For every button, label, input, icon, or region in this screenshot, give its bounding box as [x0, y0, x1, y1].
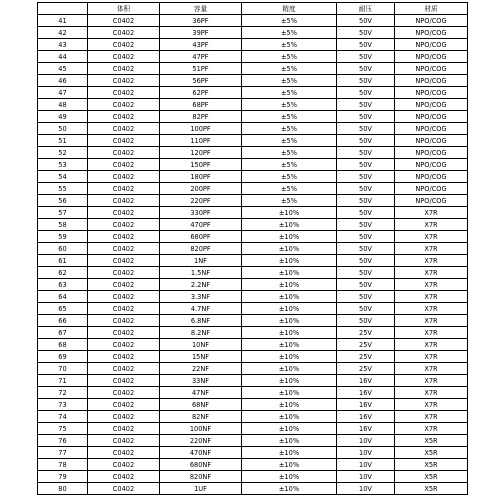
table-row — [38, 447, 468, 459]
cell-tolerance: ±5% — [242, 39, 337, 51]
table-row — [38, 219, 468, 231]
cell-material: NPO/COG — [395, 135, 468, 147]
cell-package: C0402 — [88, 63, 160, 75]
cell-material: X7R — [395, 219, 468, 231]
cell-tolerance: ±10% — [242, 279, 337, 291]
cell-material: X7R — [395, 303, 468, 315]
cell-capacitance: 220NF — [160, 435, 242, 447]
cell-package: C0402 — [88, 147, 160, 159]
cell-capacitance: 470PF — [160, 219, 242, 231]
cell-tolerance: ±10% — [242, 447, 337, 459]
header-index — [38, 3, 88, 15]
cell-package: C0402 — [88, 471, 160, 483]
table-row — [38, 147, 468, 159]
table-row — [38, 171, 468, 183]
cell-index: 68 — [38, 339, 88, 351]
cell-voltage: 10V — [337, 447, 395, 459]
cell-voltage: 50V — [337, 195, 395, 207]
cell-voltage: 50V — [337, 255, 395, 267]
cell-package: C0402 — [88, 183, 160, 195]
cell-tolerance: ±10% — [242, 327, 337, 339]
table-row — [38, 75, 468, 87]
header-package: 体积 — [88, 3, 160, 15]
cell-capacitance: 200PF — [160, 183, 242, 195]
cell-material: X5R — [395, 447, 468, 459]
cell-capacitance: 330PF — [160, 207, 242, 219]
cell-voltage: 50V — [337, 39, 395, 51]
cell-voltage: 16V — [337, 399, 395, 411]
cell-index: 41 — [38, 15, 88, 27]
cell-material: X7R — [395, 243, 468, 255]
cell-index: 65 — [38, 303, 88, 315]
cell-package: C0402 — [88, 279, 160, 291]
cell-voltage: 50V — [337, 135, 395, 147]
cell-index: 76 — [38, 435, 88, 447]
cell-tolerance: ±10% — [242, 423, 337, 435]
cell-material: X5R — [395, 483, 468, 495]
cell-capacitance: 6.8NF — [160, 315, 242, 327]
table-row — [38, 243, 468, 255]
cell-capacitance: 10NF — [160, 339, 242, 351]
cell-tolerance: ±10% — [242, 351, 337, 363]
table-row — [38, 279, 468, 291]
table-row — [38, 51, 468, 63]
cell-capacitance: 15NF — [160, 351, 242, 363]
table-row — [38, 363, 468, 375]
cell-capacitance: 2.2NF — [160, 279, 242, 291]
table-row — [38, 351, 468, 363]
cell-tolerance: ±5% — [242, 171, 337, 183]
cell-package: C0402 — [88, 27, 160, 39]
cell-capacitance: 100NF — [160, 423, 242, 435]
cell-package: C0402 — [88, 243, 160, 255]
cell-tolerance: ±10% — [242, 471, 337, 483]
cell-capacitance: 120PF — [160, 147, 242, 159]
cell-voltage: 50V — [337, 243, 395, 255]
cell-voltage: 50V — [337, 51, 395, 63]
cell-package: C0402 — [88, 135, 160, 147]
cell-capacitance: 39PF — [160, 27, 242, 39]
cell-index: 80 — [38, 483, 88, 495]
cell-voltage: 50V — [337, 231, 395, 243]
cell-material: NPO/COG — [395, 111, 468, 123]
cell-tolerance: ±10% — [242, 207, 337, 219]
cell-capacitance: 82PF — [160, 111, 242, 123]
cell-package: C0402 — [88, 255, 160, 267]
cell-index: 42 — [38, 27, 88, 39]
cell-voltage: 10V — [337, 459, 395, 471]
cell-index: 70 — [38, 363, 88, 375]
cell-material: NPO/COG — [395, 27, 468, 39]
cell-index: 48 — [38, 99, 88, 111]
cell-capacitance: 22NF — [160, 363, 242, 375]
cell-index: 55 — [38, 183, 88, 195]
cell-tolerance: ±5% — [242, 63, 337, 75]
cell-index: 67 — [38, 327, 88, 339]
cell-index: 61 — [38, 255, 88, 267]
cell-tolerance: ±5% — [242, 51, 337, 63]
cell-tolerance: ±10% — [242, 387, 337, 399]
cell-material: NPO/COG — [395, 171, 468, 183]
cell-voltage: 50V — [337, 147, 395, 159]
cell-material: NPO/COG — [395, 39, 468, 51]
cell-tolerance: ±10% — [242, 339, 337, 351]
table-row — [38, 255, 468, 267]
cell-capacitance: 820PF — [160, 243, 242, 255]
table-row — [38, 327, 468, 339]
cell-index: 47 — [38, 87, 88, 99]
cell-tolerance: ±10% — [242, 399, 337, 411]
header-row — [38, 3, 468, 15]
cell-index: 78 — [38, 459, 88, 471]
cell-material: NPO/COG — [395, 183, 468, 195]
cell-capacitance: 4.7NF — [160, 303, 242, 315]
cell-tolerance: ±10% — [242, 411, 337, 423]
cell-voltage: 10V — [337, 483, 395, 495]
cell-package: C0402 — [88, 315, 160, 327]
cell-tolerance: ±5% — [242, 195, 337, 207]
cell-package: C0402 — [88, 327, 160, 339]
cell-capacitance: 33NF — [160, 375, 242, 387]
cell-voltage: 50V — [337, 123, 395, 135]
cell-package: C0402 — [88, 351, 160, 363]
cell-package: C0402 — [88, 399, 160, 411]
cell-material: X7R — [395, 339, 468, 351]
cell-index: 58 — [38, 219, 88, 231]
cell-index: 64 — [38, 291, 88, 303]
cell-material: NPO/COG — [395, 87, 468, 99]
cell-voltage: 50V — [337, 87, 395, 99]
table-row — [38, 135, 468, 147]
table-row — [38, 159, 468, 171]
cell-capacitance: 1.5NF — [160, 267, 242, 279]
table-row — [38, 111, 468, 123]
cell-voltage: 25V — [337, 327, 395, 339]
table-row — [38, 459, 468, 471]
cell-tolerance: ±10% — [242, 315, 337, 327]
cell-voltage: 10V — [337, 435, 395, 447]
cell-package: C0402 — [88, 87, 160, 99]
cell-package: C0402 — [88, 375, 160, 387]
table-row — [38, 231, 468, 243]
cell-package: C0402 — [88, 111, 160, 123]
cell-material: X7R — [395, 363, 468, 375]
cell-material: X7R — [395, 411, 468, 423]
table-row — [38, 375, 468, 387]
cell-package: C0402 — [88, 75, 160, 87]
table-row — [38, 27, 468, 39]
cell-material: X7R — [395, 327, 468, 339]
cell-capacitance: 51PF — [160, 63, 242, 75]
cell-tolerance: ±5% — [242, 183, 337, 195]
cell-capacitance: 220PF — [160, 195, 242, 207]
cell-capacitance: 3.3NF — [160, 291, 242, 303]
cell-package: C0402 — [88, 363, 160, 375]
cell-package: C0402 — [88, 339, 160, 351]
header-capacitance: 容量 — [160, 3, 242, 15]
cell-tolerance: ±5% — [242, 15, 337, 27]
cell-tolerance: ±5% — [242, 159, 337, 171]
cell-index: 50 — [38, 123, 88, 135]
cell-package: C0402 — [88, 447, 160, 459]
cell-capacitance: 100PF — [160, 123, 242, 135]
table-row — [38, 15, 468, 27]
cell-tolerance: ±10% — [242, 291, 337, 303]
cell-package: C0402 — [88, 459, 160, 471]
table-row — [38, 411, 468, 423]
cell-voltage: 50V — [337, 267, 395, 279]
cell-capacitance: 680NF — [160, 459, 242, 471]
cell-package: C0402 — [88, 195, 160, 207]
cell-capacitance: 82NF — [160, 411, 242, 423]
cell-package: C0402 — [88, 207, 160, 219]
table-row — [38, 315, 468, 327]
cell-tolerance: ±5% — [242, 147, 337, 159]
table-row — [38, 387, 468, 399]
cell-capacitance: 820NF — [160, 471, 242, 483]
cell-material: X7R — [395, 315, 468, 327]
cell-material: NPO/COG — [395, 15, 468, 27]
header-material: 材质 — [395, 3, 468, 15]
cell-material: X7R — [395, 399, 468, 411]
cell-capacitance: 62PF — [160, 87, 242, 99]
cell-capacitance: 68NF — [160, 399, 242, 411]
cell-material: NPO/COG — [395, 63, 468, 75]
cell-index: 46 — [38, 75, 88, 87]
cell-tolerance: ±10% — [242, 483, 337, 495]
cell-index: 49 — [38, 111, 88, 123]
cell-material: NPO/COG — [395, 147, 468, 159]
cell-index: 74 — [38, 411, 88, 423]
header-tolerance: 精度 — [242, 3, 337, 15]
cell-capacitance: 180PF — [160, 171, 242, 183]
cell-material: NPO/COG — [395, 51, 468, 63]
table-row — [38, 99, 468, 111]
table-row — [38, 423, 468, 435]
cell-voltage: 50V — [337, 279, 395, 291]
cell-material: NPO/COG — [395, 75, 468, 87]
table-row — [38, 339, 468, 351]
cell-index: 62 — [38, 267, 88, 279]
cell-tolerance: ±10% — [242, 375, 337, 387]
cell-voltage: 50V — [337, 219, 395, 231]
cell-voltage: 25V — [337, 363, 395, 375]
cell-index: 56 — [38, 195, 88, 207]
cell-capacitance: 36PF — [160, 15, 242, 27]
cell-voltage: 16V — [337, 411, 395, 423]
cell-index: 57 — [38, 207, 88, 219]
cell-index: 66 — [38, 315, 88, 327]
cell-package: C0402 — [88, 267, 160, 279]
cell-material: X7R — [395, 291, 468, 303]
table-row — [38, 267, 468, 279]
cell-material: X5R — [395, 471, 468, 483]
cell-capacitance: 680PF — [160, 231, 242, 243]
cell-package: C0402 — [88, 387, 160, 399]
cell-index: 79 — [38, 471, 88, 483]
cell-tolerance: ±10% — [242, 459, 337, 471]
cell-tolerance: ±5% — [242, 27, 337, 39]
cell-capacitance: 1UF — [160, 483, 242, 495]
cell-material: X7R — [395, 351, 468, 363]
cell-index: 73 — [38, 399, 88, 411]
cell-material: NPO/COG — [395, 195, 468, 207]
cell-index: 51 — [38, 135, 88, 147]
cell-capacitance: 1NF — [160, 255, 242, 267]
cell-capacitance: 8.2NF — [160, 327, 242, 339]
cell-material: NPO/COG — [395, 159, 468, 171]
cell-tolerance: ±5% — [242, 123, 337, 135]
cell-voltage: 16V — [337, 387, 395, 399]
cell-capacitance: 68PF — [160, 99, 242, 111]
cell-voltage: 50V — [337, 171, 395, 183]
cell-voltage: 50V — [337, 159, 395, 171]
cell-package: C0402 — [88, 99, 160, 111]
table-row — [38, 399, 468, 411]
cell-index: 69 — [38, 351, 88, 363]
table-row — [38, 195, 468, 207]
cell-voltage: 25V — [337, 339, 395, 351]
cell-index: 52 — [38, 147, 88, 159]
cell-capacitance: 470NF — [160, 447, 242, 459]
cell-index: 63 — [38, 279, 88, 291]
table-row — [38, 471, 468, 483]
cell-tolerance: ±10% — [242, 255, 337, 267]
cell-capacitance: 47PF — [160, 51, 242, 63]
cell-voltage: 50V — [337, 27, 395, 39]
cell-tolerance: ±10% — [242, 303, 337, 315]
cell-package: C0402 — [88, 411, 160, 423]
cell-material: X7R — [395, 375, 468, 387]
cell-voltage: 50V — [337, 63, 395, 75]
cell-voltage: 16V — [337, 423, 395, 435]
cell-capacitance: 43PF — [160, 39, 242, 51]
table-row — [38, 303, 468, 315]
cell-voltage: 50V — [337, 111, 395, 123]
cell-package: C0402 — [88, 303, 160, 315]
cell-package: C0402 — [88, 483, 160, 495]
cell-package: C0402 — [88, 123, 160, 135]
cell-voltage: 16V — [337, 375, 395, 387]
cell-tolerance: ±10% — [242, 243, 337, 255]
cell-index: 60 — [38, 243, 88, 255]
cell-package: C0402 — [88, 231, 160, 243]
cell-index: 54 — [38, 171, 88, 183]
cell-package: C0402 — [88, 51, 160, 63]
cell-package: C0402 — [88, 219, 160, 231]
cell-voltage: 50V — [337, 291, 395, 303]
cell-material: X7R — [395, 255, 468, 267]
cell-material: NPO/COG — [395, 123, 468, 135]
cell-capacitance: 56PF — [160, 75, 242, 87]
cell-tolerance: ±5% — [242, 99, 337, 111]
cell-material: X5R — [395, 459, 468, 471]
cell-index: 77 — [38, 447, 88, 459]
table-row — [38, 39, 468, 51]
table-body — [38, 15, 468, 495]
cell-material: X7R — [395, 423, 468, 435]
table-row — [38, 63, 468, 75]
cell-package: C0402 — [88, 39, 160, 51]
cell-voltage: 50V — [337, 183, 395, 195]
cell-voltage: 25V — [337, 351, 395, 363]
table-row — [38, 291, 468, 303]
cell-tolerance: ±10% — [242, 435, 337, 447]
cell-capacitance: 150PF — [160, 159, 242, 171]
cell-tolerance: ±10% — [242, 267, 337, 279]
cell-voltage: 50V — [337, 15, 395, 27]
cell-index: 71 — [38, 375, 88, 387]
cell-material: X7R — [395, 231, 468, 243]
cell-voltage: 10V — [337, 471, 395, 483]
cell-index: 59 — [38, 231, 88, 243]
cell-index: 53 — [38, 159, 88, 171]
cell-material: X7R — [395, 267, 468, 279]
cell-voltage: 50V — [337, 315, 395, 327]
cell-material: X7R — [395, 387, 468, 399]
cell-index: 43 — [38, 39, 88, 51]
cell-tolerance: ±5% — [242, 135, 337, 147]
table-row — [38, 207, 468, 219]
cell-package: C0402 — [88, 171, 160, 183]
cell-material: NPO/COG — [395, 99, 468, 111]
cell-package: C0402 — [88, 159, 160, 171]
cell-index: 75 — [38, 423, 88, 435]
cell-voltage: 50V — [337, 207, 395, 219]
cell-voltage: 50V — [337, 303, 395, 315]
cell-package: C0402 — [88, 291, 160, 303]
capacitor-table — [37, 2, 468, 495]
table-row — [38, 183, 468, 195]
cell-material: X5R — [395, 435, 468, 447]
table-row — [38, 483, 468, 495]
cell-tolerance: ±10% — [242, 363, 337, 375]
cell-package: C0402 — [88, 15, 160, 27]
table-row — [38, 87, 468, 99]
cell-voltage: 50V — [337, 99, 395, 111]
cell-index: 72 — [38, 387, 88, 399]
cell-tolerance: ±5% — [242, 87, 337, 99]
capacitor-spec-sheet — [37, 2, 467, 495]
cell-capacitance: 47NF — [160, 387, 242, 399]
cell-index: 44 — [38, 51, 88, 63]
cell-tolerance: ±5% — [242, 111, 337, 123]
cell-tolerance: ±10% — [242, 219, 337, 231]
cell-material: X7R — [395, 207, 468, 219]
cell-material: X7R — [395, 279, 468, 291]
header-voltage: 耐压 — [337, 3, 395, 15]
cell-tolerance: ±10% — [242, 231, 337, 243]
cell-package: C0402 — [88, 423, 160, 435]
table-row — [38, 435, 468, 447]
cell-package: C0402 — [88, 435, 160, 447]
cell-capacitance: 110PF — [160, 135, 242, 147]
cell-index: 45 — [38, 63, 88, 75]
table-row — [38, 123, 468, 135]
cell-voltage: 50V — [337, 75, 395, 87]
cell-tolerance: ±5% — [242, 75, 337, 87]
